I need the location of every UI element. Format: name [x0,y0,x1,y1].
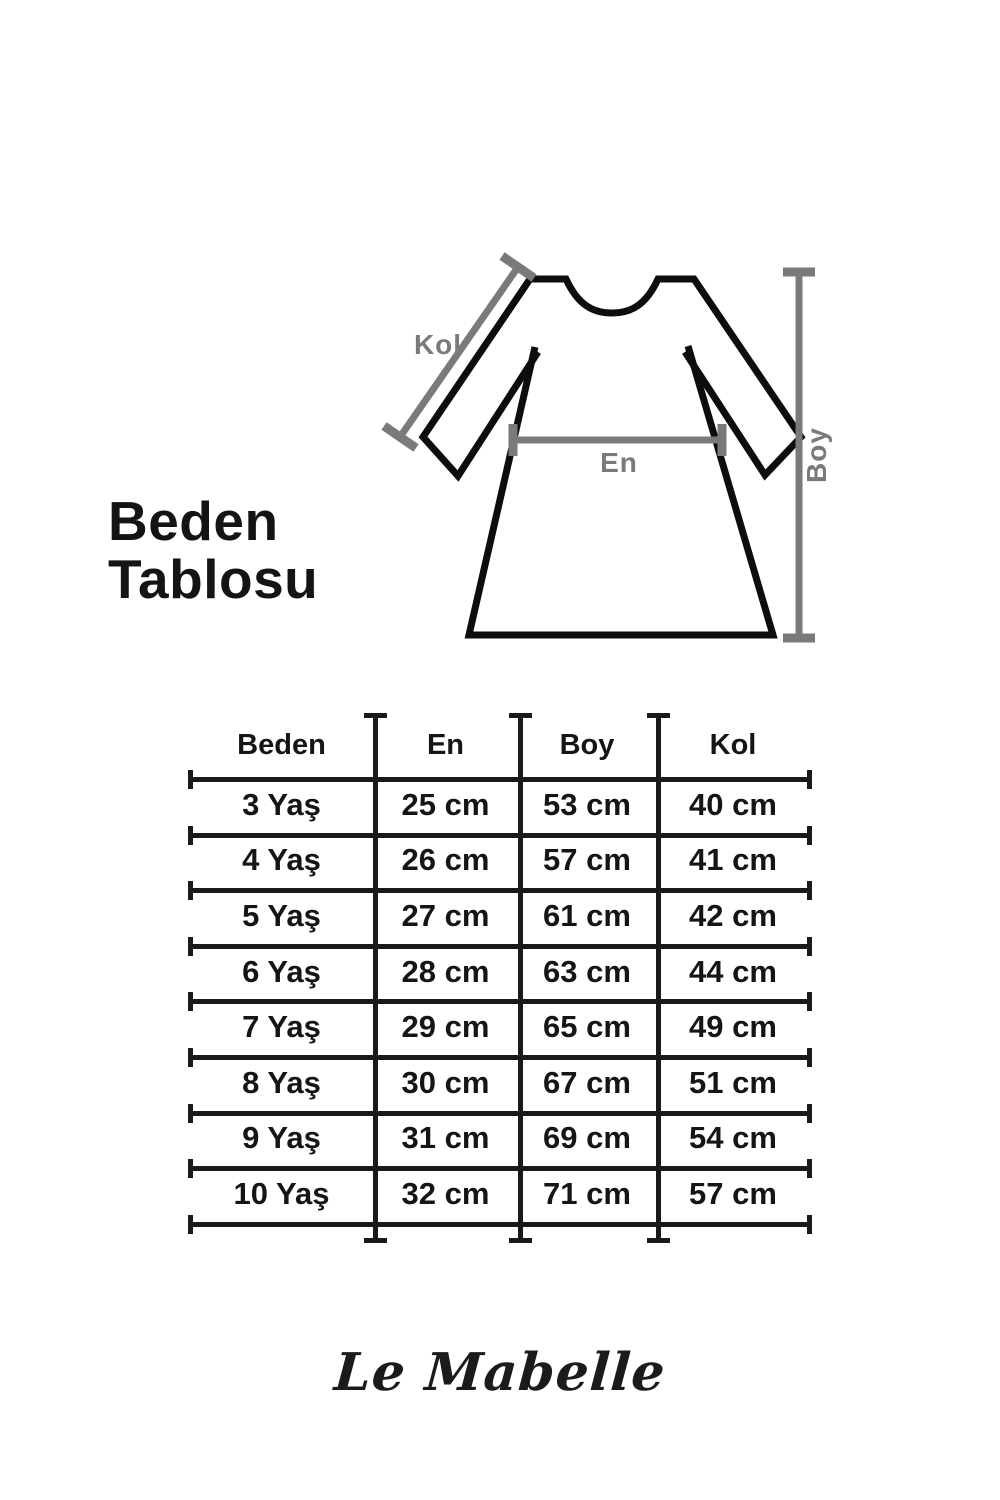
cell-size: 7 Yaş [242,1009,321,1045]
size-table-grid [190,713,810,1222]
cell-kol: 49 cm [689,1009,777,1045]
cell-kol: 44 cm [689,953,777,989]
cell-en: 29 cm [401,1009,490,1045]
dress-measure-diagram [380,250,850,650]
table-grid-line [190,833,810,838]
cell-boy: 69 cm [543,1120,631,1156]
cell-size: 4 Yaş [242,842,321,878]
cell-kol: 40 cm [689,786,777,822]
kol-label: Kol [413,329,463,360]
page-title [108,492,318,608]
cell-boy: 57 cm [543,842,631,878]
header-beden: Beden [237,728,326,761]
cell-boy: 67 cm [543,1064,631,1100]
cell-en: 31 cm [401,1120,490,1156]
cell-en: 32 cm [401,1175,490,1211]
cell-en: 30 cm [401,1064,490,1100]
table-grid-line [190,1166,810,1171]
cell-size: 9 Yaş [242,1120,321,1156]
cell-boy: 65 cm [543,1009,631,1045]
table-grid-line [190,999,810,1004]
cell-kol: 42 cm [689,897,777,933]
table-grid-line [190,888,810,893]
table-column-line [518,713,523,1243]
table-grid-line [190,777,810,782]
cell-boy: 63 cm [543,953,631,989]
cell-boy: 71 cm [543,1175,631,1211]
cell-en: 28 cm [401,953,490,989]
cell-boy: 61 cm [543,897,631,933]
cell-en: 27 cm [401,897,490,933]
cell-size: 10 Yaş [233,1175,330,1211]
table-grid-line [190,944,810,949]
cell-kol: 41 cm [689,842,777,878]
cell-kol: 57 cm [689,1175,777,1211]
boy-label: Boy [801,427,832,483]
table-column-line [373,713,378,1243]
size-table [190,713,810,1243]
page-title-line2: Tablosu [108,548,319,610]
header-kol: Kol [709,728,757,761]
en-label: En [600,447,638,478]
header-boy: Boy [559,728,615,761]
cell-kol: 54 cm [689,1120,777,1156]
table-grid-line [190,1222,810,1227]
cell-size: 8 Yaş [242,1064,321,1100]
table-grid-line [190,1055,810,1060]
header-en: En [426,728,465,761]
table-grid-line [190,1111,810,1116]
cell-size: 6 Yaş [242,953,321,989]
cell-boy: 53 cm [543,786,631,822]
cell-en: 26 cm [401,842,490,878]
cell-kol: 51 cm [689,1064,777,1100]
brand-logo: Le Mabelle [332,1342,668,1403]
cell-size: 3 Yaş [242,786,321,822]
cell-size: 5 Yaş [242,897,321,933]
page-title-line1: Beden [108,490,279,552]
table-column-line [656,713,661,1243]
cell-en: 25 cm [401,786,490,822]
